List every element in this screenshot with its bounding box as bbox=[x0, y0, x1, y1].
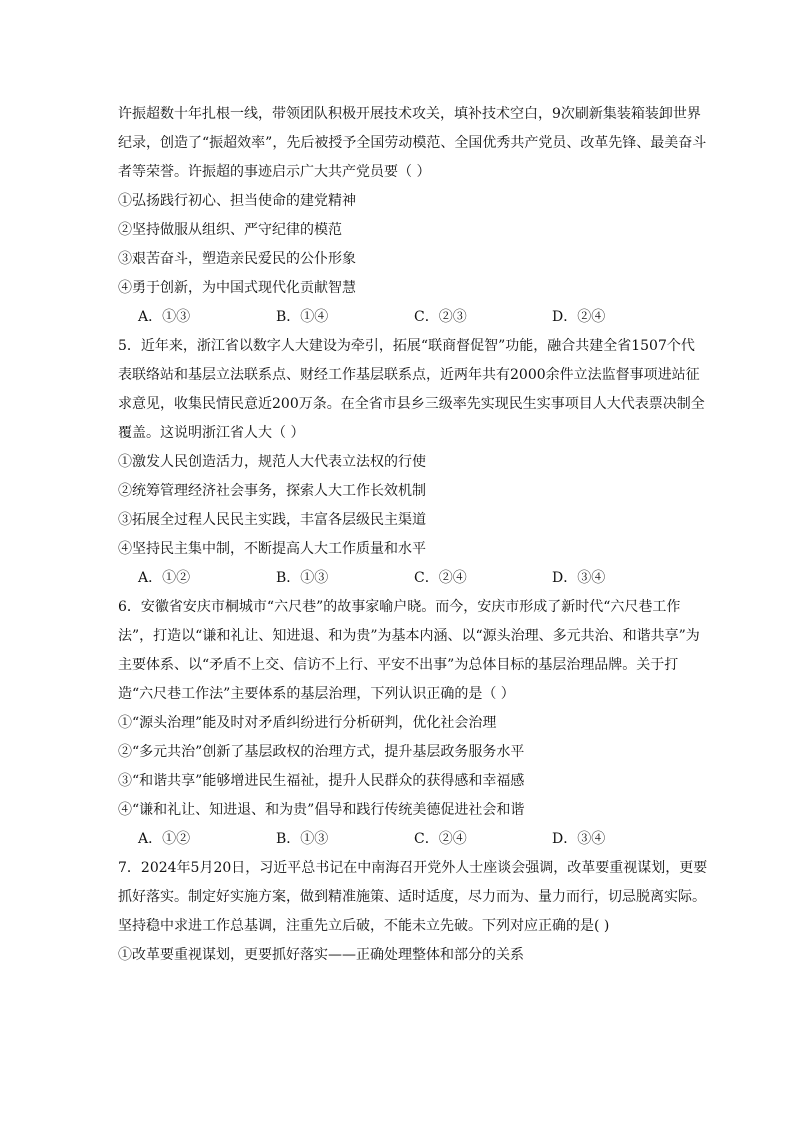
question-5-option-4: ④坚持民主集中制，不断提高人大工作质量和水平 bbox=[118, 541, 426, 557]
question-4-stem: 许振超数十年扎根一线，带领团队积极开展技术攻关，填补技术空白，9次刷新集装箱装卸世界纪录，创造了“振超效率”，先后被授予全国劳动模范、全国优秀共产党员、改革先锋、最美奋斗者等荣誉。许振超的事迹启示广大共产党员要（ ） bbox=[118, 106, 707, 180]
choice-d: D．②④ bbox=[552, 309, 606, 325]
question-5-choices bbox=[138, 564, 708, 593]
question-6-option-2: ②“多元共治”创新了基层政权的治理方式，提升基层政务服务水平 bbox=[118, 744, 525, 760]
question-4-option-4: ④勇于创新，为中国式现代化贡献智慧 bbox=[118, 280, 356, 296]
question-6-option-4: ④“谦和礼让、知进退、和为贵”倡导和践行传统美德促进社会和谐 bbox=[118, 802, 525, 818]
choice-c: C．②③ bbox=[414, 309, 467, 325]
choice-c: C．②④ bbox=[414, 831, 467, 847]
choice-c: C．②④ bbox=[414, 570, 467, 586]
question-4-option-2: ②坚持做服从组织、严守纪律的模范 bbox=[118, 222, 342, 238]
question-4-option-1: ①弘扬践行初心、担当使命的建党精神 bbox=[118, 193, 356, 209]
question-6-option-3: ③“和谐共享”能够增进民生福祉，提升人民群众的获得感和幸福感 bbox=[118, 773, 525, 789]
choice-a: A．①③ bbox=[138, 309, 191, 325]
question-6-option-1: ①“源头治理”能及时对矛盾纠纷进行分析研判，优化社会治理 bbox=[118, 715, 497, 731]
question-6-stem: 6．安徽省安庆市桐城市“六尺巷”的故事家喻户晓。而今，安庆市形成了新时代“六尺巷工作法”，打造以“谦和礼让、知进退、和为贵”为基本内涵、以“源头治理、多元共治、和谐共享”为主要体系、以“矛盾不上交、信访不上行、平安不出事”为总体目标的基层治理品牌。关于打造“六尺巷工作法”主要体系的基层治理，下列认识正确的是（ ） bbox=[118, 599, 700, 702]
question-7-stem: 7．2024年5月20日，习近平总书记在中南海召开党外人士座谈会强调，改革要重视谋划，更要抓好落实。制定好实施方案，做到精准施策、适时适度，尽力而为、量力而行，切忌脱离实际。坚持稳中求进工作总基调，注重先立后破，不能未立先破。下列对应正确的是( ) bbox=[118, 860, 708, 934]
question-5-option-3: ③拓展全过程人民民主实践，丰富各层级民主渠道 bbox=[118, 512, 426, 528]
choice-d: D．③④ bbox=[552, 831, 606, 847]
question-5-option-1: ①激发人民创造活力，规范人大代表立法权的行使 bbox=[118, 454, 426, 470]
question-5-stem: 5．近年来，浙江省以数字人大建设为牵引，拓展“联商督促智”功能，融合共建全省1507个代表联络站和基层立法联系点、财经工作基层联系点，近两年共有2000余件立法监督事项进站征求意见，收集民情民意近200万条。在全省市县乡三级率先实现民生实事项目人大代表票决制全覆盖。这说明浙江省人大（ ） bbox=[118, 338, 705, 441]
choice-d: D．③④ bbox=[552, 570, 606, 586]
choice-b: B．①③ bbox=[276, 831, 329, 847]
question-7-option-1: ①改革要重视谋划，更要抓好落实——正确处理整体和部分的关系 bbox=[118, 947, 524, 963]
question-4-choices bbox=[138, 303, 708, 332]
choice-b: B．①③ bbox=[276, 570, 329, 586]
question-5-option-2: ②统筹管理经济社会事务，探索人大工作长效机制 bbox=[118, 483, 426, 499]
choice-a: A．①② bbox=[138, 831, 191, 847]
choice-a: A．①② bbox=[138, 570, 191, 586]
question-6-choices bbox=[138, 825, 708, 854]
question-4-option-3: ③艰苦奋斗，塑造亲民爱民的公仆形象 bbox=[118, 251, 356, 267]
choice-b: B．①④ bbox=[276, 309, 329, 325]
